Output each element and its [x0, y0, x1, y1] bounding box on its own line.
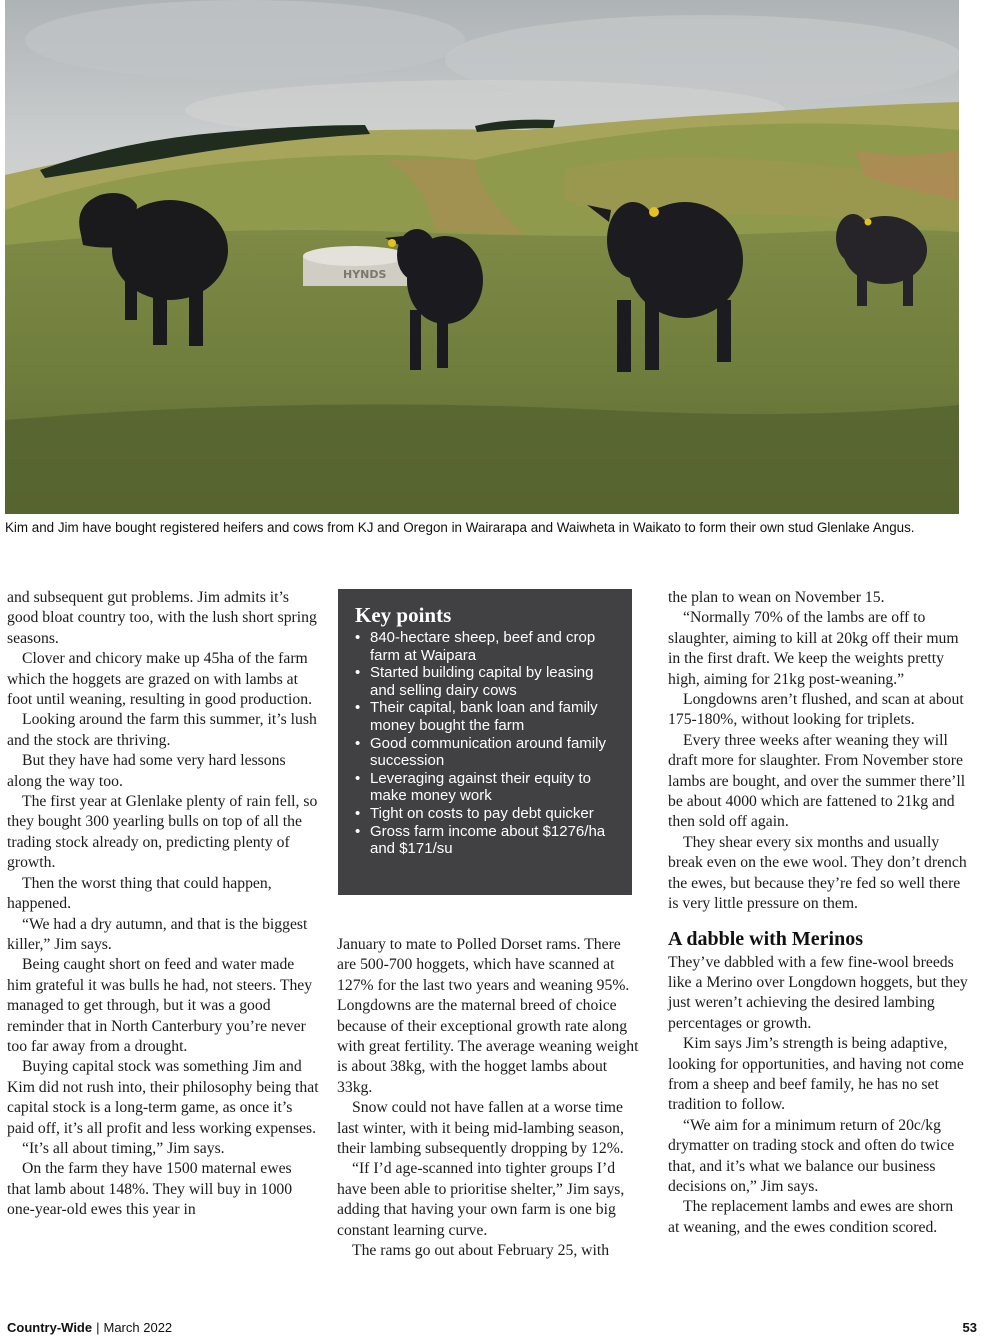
- cattle-photo-illustration: [5, 0, 959, 514]
- key-points-list: [355, 629, 618, 858]
- paragraph: Snow could not have fallen at a worse time last winter, with it being mid-lambing season, their lambing subsequently dropping by 12%.: [337, 1099, 624, 1158]
- paragraph: The first year at Glenlake plenty of rain fell, so they bought 300 yearling bulls on top of all the trading stock already on, predicting plenty of growth.: [7, 793, 318, 872]
- paragraph: “If I’d age-scanned into tighter groups I’d have been able to prioritise shelter,” Jim says, adding that having your own farm is one big constant learning curve.: [337, 1160, 625, 1239]
- paragraph: The replacement lambs and ewes are shorn at weaning, and the ewes condition scored.: [668, 1198, 954, 1236]
- paragraph: Then the worst thing that could happen, happened.: [7, 874, 272, 913]
- key-points-box: [338, 589, 632, 895]
- page-footer: [7, 1320, 977, 1338]
- key-point-item: • Tight on costs to pay debt quicker: [355, 805, 618, 823]
- paragraph: The rams go out about February 25, with: [352, 1242, 610, 1260]
- key-point-item: • Their capital, bank loan and family money bought the farm: [355, 699, 618, 734]
- paragraph: “We had a dry autumn, and that is the biggest killer,” Jim says.: [7, 915, 308, 953]
- column-middle: [337, 935, 640, 1262]
- key-point-item: • 840-hectare sheep, beef and crop farm at Waipara: [355, 629, 618, 664]
- paragraph: “It’s all about timing,” Jim says.: [22, 1139, 225, 1157]
- paragraph: “Normally 70% of the lambs are off to slaughter, aiming to kill at 20kg off their mum in the first draft. We keep the weights pretty high, aiming for 21kg post-weaning.”: [668, 609, 959, 688]
- key-point-item: • Gross farm income about $1276/ha and $171/su: [355, 823, 618, 858]
- key-point-item: • Leveraging against their equity to make money work: [355, 770, 618, 805]
- paragraph: Looking around the farm this summer, it’s lush and the stock are thriving.: [7, 711, 317, 749]
- trough-label: HYNDS: [343, 268, 387, 281]
- paragraph: But they have had some very hard lessons along the way too.: [7, 752, 286, 790]
- key-point-item: • Started building capital by leasing and selling dairy cows: [355, 664, 618, 699]
- key-point-item: • Good communication around family succession: [355, 735, 618, 770]
- paragraph: Buying capital stock was something Jim and Kim did not rush into, their philosophy being that capital stock is a long-term game, as once it’s paid off, it’s all profit and less working expenses.: [7, 1058, 319, 1137]
- paragraph: “We aim for a minimum return of 20c/kg drymatter on trading stock and often do twice that, and it’s what we balance our business decisions on,” Jim says.: [668, 1116, 955, 1195]
- paragraph: They shear every six months and usually break even on the ewe wool. They don’t drench the ewes, but because they’re fed so well there is very little pressure on them.: [668, 833, 967, 913]
- footer-separator: |: [96, 1320, 100, 1335]
- paragraph: January to mate to Polled Dorset rams. There are 500-700 hoggets, which have scanned at 127% for the last two years and weaning 95%. Longdowns are the maternal breed of choice because of their exceptional growth rate along with great fertility. The average weaning weight is about 38kg, with the hogget lambs about 33kg.: [337, 936, 639, 1096]
- article-photo: [5, 0, 959, 514]
- issue-date: March 2022: [103, 1320, 173, 1335]
- paragraph: Kim says Jim’s strength is being adaptive, looking for opportunities, and having not come from a sheep and beef family, he has no set tradition to follow.: [668, 1035, 964, 1114]
- paragraph: Every three weeks after weaning they will draft more for slaughter. From November store lambs are bought, and over the summer there’ll be about 4000 which are fattened to 21kg and then sold off again.: [668, 731, 966, 831]
- paragraph: and subsequent gut problems. Jim admits it’s good bloat country too, with the lush short spring seasons.: [7, 589, 317, 647]
- paragraph: They’ve dabbled with a few fine-wool breeds like a Merino over Longdown hoggets, but they just weren’t achieving the desired lambing percentages or growth.: [668, 953, 968, 1032]
- paragraph: Clover and chicory make up 45ha of the farm which the hoggets are grazed on with lambs at foot until weaning, resulting in good production.: [7, 650, 312, 709]
- paragraph: Longdowns aren’t flushed, and scan at about 175-180%, without looking for triplets.: [668, 691, 964, 729]
- section-heading: A dabble with Merinos: [668, 927, 864, 950]
- column-right: [668, 588, 968, 1238]
- paragraph: Being caught short on feed and water made him grateful it was bulls he had, not steers. They managed to get through, but it was a good reminder that in North Canterbury you’re never too far away from a drought.: [7, 956, 313, 1055]
- page-number: 53: [962, 1320, 977, 1335]
- photo-caption: Kim and Jim have bought registered heifers and cows from KJ and Oregon in Wairarapa and Waiwheta in Waikato to form their own stud Glenlake Angus.: [5, 520, 915, 535]
- column-left: [7, 588, 319, 1221]
- paragraph: On the farm they have 1500 maternal ewes that lamb about 148%. They will buy in 1000 one-year-old ewes this year in: [7, 1160, 293, 1219]
- key-points-title: Key points: [355, 603, 452, 627]
- publication-name: Country-Wide: [7, 1320, 93, 1335]
- paragraph: the plan to wean on November 15.: [668, 589, 885, 606]
